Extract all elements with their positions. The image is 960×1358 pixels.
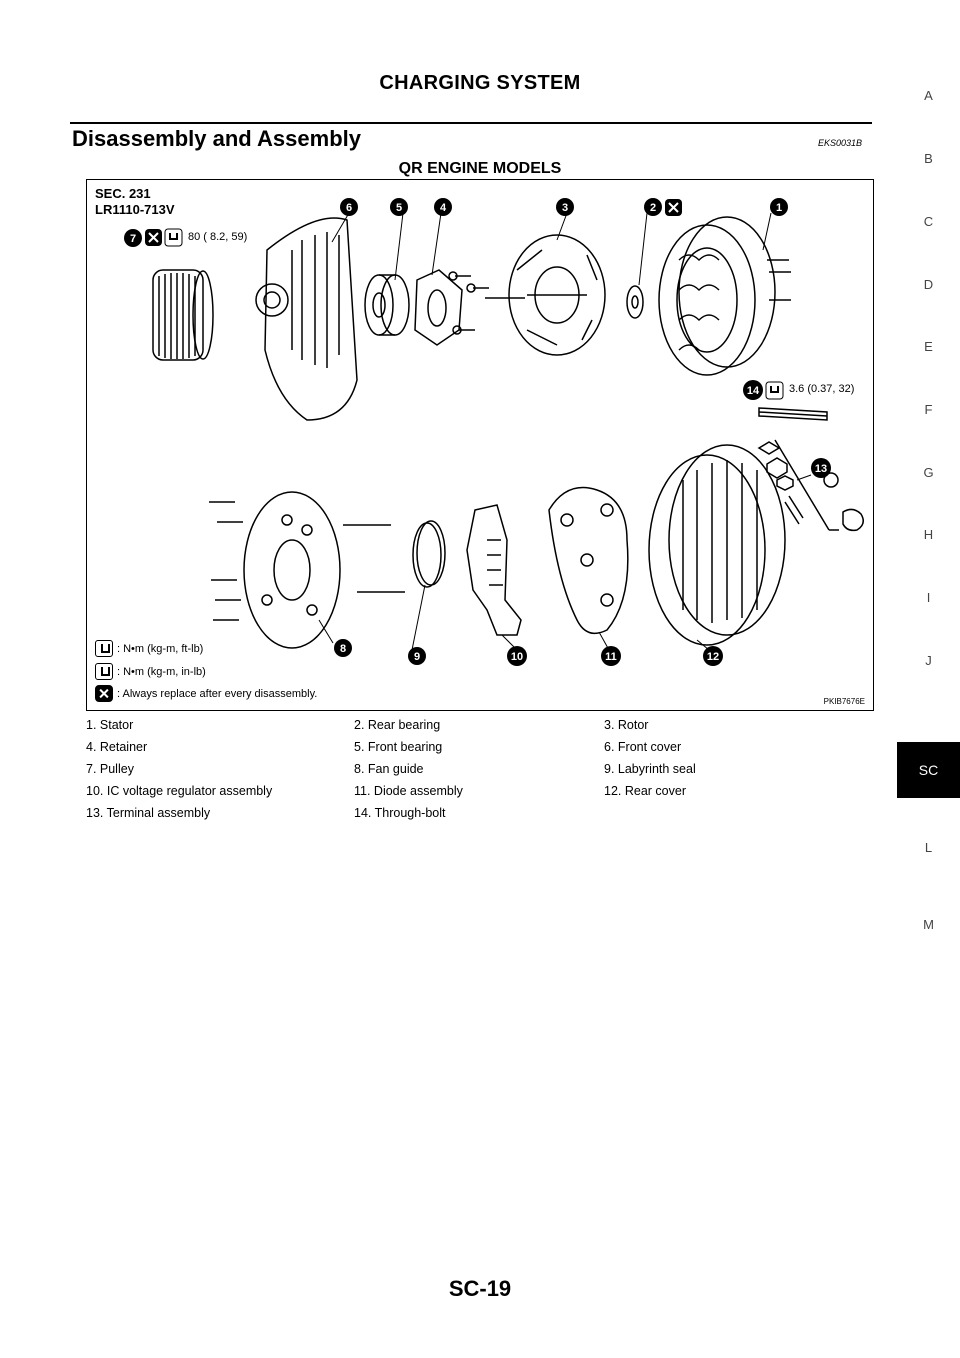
callout-3 bbox=[556, 198, 574, 216]
parts-list-row bbox=[86, 780, 872, 802]
svg-text:9: 9 bbox=[413, 651, 421, 663]
parts-list-row bbox=[86, 714, 872, 736]
figure-model-label: LR1110-713V bbox=[95, 202, 175, 217]
front-cover-drawing bbox=[256, 218, 357, 420]
page-number: SC-19 bbox=[448, 1276, 512, 1301]
part-item: 5. Front bearing bbox=[354, 740, 443, 754]
tab-j[interactable]: J bbox=[925, 653, 932, 668]
legend-text: : Always replace after every disassembly. bbox=[117, 687, 318, 700]
parts-list-row bbox=[86, 736, 872, 758]
wrench-icon bbox=[95, 640, 113, 657]
rear-cover-drawing bbox=[649, 445, 785, 645]
tab-d[interactable]: D bbox=[923, 277, 934, 292]
callout-10 bbox=[507, 646, 527, 666]
part-item: 1. Stator bbox=[86, 718, 134, 732]
svg-text:10: 10 bbox=[510, 651, 524, 663]
parts-list-row bbox=[86, 802, 872, 824]
part-item: 6. Front cover bbox=[604, 740, 682, 754]
figure-reference-code: PKIB7676E bbox=[823, 697, 865, 706]
svg-text:1: 1 bbox=[775, 202, 783, 214]
figure-sec-label: SEC. 231 bbox=[95, 186, 151, 201]
legend-row-replace bbox=[95, 685, 317, 702]
callout-7 bbox=[124, 229, 142, 247]
tab-l[interactable]: L bbox=[924, 840, 933, 855]
cross-icon bbox=[95, 685, 113, 702]
tab-e[interactable]: E bbox=[924, 339, 933, 354]
callout-8 bbox=[334, 639, 352, 657]
alternator-exploded-drawing bbox=[87, 180, 873, 710]
header-divider bbox=[70, 122, 872, 124]
callout-14-torque-icon bbox=[766, 382, 783, 399]
through-bolt-drawing bbox=[759, 408, 827, 420]
callout-leaders bbox=[319, 213, 811, 650]
callout-13 bbox=[811, 458, 831, 478]
callout-12 bbox=[703, 646, 723, 666]
tab-m[interactable]: M bbox=[923, 917, 934, 932]
tab-sc-active[interactable]: SC bbox=[897, 742, 960, 798]
callout-7-torque-icon bbox=[165, 229, 182, 246]
svg-text:12: 12 bbox=[706, 651, 720, 663]
legend-row-in-lb bbox=[95, 663, 206, 680]
tab-g[interactable]: G bbox=[923, 465, 934, 480]
svg-text:14: 14 bbox=[746, 385, 760, 397]
pulley-torque-spec: 80 ( 8.2, 59) bbox=[188, 231, 248, 243]
callout-2-replace-icon bbox=[665, 199, 682, 216]
svg-text:11: 11 bbox=[605, 651, 617, 663]
part-item: 10. IC voltage regulator assembly bbox=[86, 784, 273, 798]
rear-bearing-drawing bbox=[627, 286, 643, 318]
tab-c[interactable]: C bbox=[923, 214, 934, 229]
diode-assembly-drawing bbox=[549, 488, 628, 634]
through-bolt-torque-spec: 3.6 (0.37, 32) bbox=[789, 383, 855, 395]
part-item: 13. Terminal assembly bbox=[86, 806, 211, 820]
pulley-drawing bbox=[153, 270, 213, 360]
figure-subtitle: QR ENGINE MODELS bbox=[398, 160, 562, 177]
legend-text: : N•m (kg-m, in-lb) bbox=[117, 665, 206, 678]
svg-text:7: 7 bbox=[129, 233, 137, 245]
exploded-view-figure bbox=[86, 179, 874, 711]
section-title: Disassembly and Assembly bbox=[72, 126, 361, 151]
tab-h[interactable]: H bbox=[923, 527, 934, 542]
svg-text:3: 3 bbox=[561, 202, 569, 214]
part-item: 4. Retainer bbox=[86, 740, 148, 754]
front-bearing-drawing bbox=[365, 275, 409, 335]
callout-1 bbox=[770, 198, 788, 216]
callout-14 bbox=[743, 380, 763, 400]
section-code: EKS0031B bbox=[817, 138, 862, 148]
legend-row-ft-lb bbox=[95, 640, 203, 657]
wrench-icon bbox=[95, 663, 113, 680]
svg-text:4: 4 bbox=[439, 202, 447, 214]
callout-2 bbox=[644, 198, 662, 216]
ic-regulator-drawing bbox=[467, 505, 521, 635]
part-item: 9. Labyrinth seal bbox=[604, 762, 696, 776]
callout-5 bbox=[390, 198, 408, 216]
part-item: 11. Diode assembly bbox=[354, 784, 463, 798]
callout-9 bbox=[408, 647, 426, 665]
fan-guide-screws-drawing bbox=[209, 502, 405, 620]
retainer-screws-drawing bbox=[449, 272, 489, 334]
part-item: 7. Pulley bbox=[86, 762, 134, 776]
rotor-drawing bbox=[485, 235, 605, 355]
part-item: 12. Rear cover bbox=[604, 784, 686, 798]
callout-6 bbox=[340, 198, 358, 216]
parts-list bbox=[86, 714, 872, 824]
callout-4 bbox=[434, 198, 452, 216]
svg-text:2: 2 bbox=[649, 202, 657, 214]
tab-a[interactable]: A bbox=[924, 88, 933, 103]
svg-text:5: 5 bbox=[395, 202, 403, 214]
tab-i[interactable]: I bbox=[926, 590, 931, 605]
tab-f[interactable]: F bbox=[924, 402, 933, 417]
callout-11 bbox=[601, 646, 621, 666]
svg-text:13: 13 bbox=[814, 463, 828, 475]
part-item: 8. Fan guide bbox=[354, 762, 424, 776]
part-item: 2. Rear bearing bbox=[354, 718, 441, 732]
fan-guide-drawing bbox=[244, 492, 340, 648]
part-item: 3. Rotor bbox=[604, 718, 649, 732]
svg-text:8: 8 bbox=[339, 643, 347, 655]
parts-list-row bbox=[86, 758, 872, 780]
legend-text: : N•m (kg-m, ft-lb) bbox=[117, 642, 204, 655]
page-header-title: CHARGING SYSTEM bbox=[379, 72, 581, 94]
labyrinth-seal-drawing bbox=[413, 521, 445, 587]
tab-b[interactable]: B bbox=[924, 151, 933, 166]
part-item: 14. Through-bolt bbox=[354, 806, 446, 820]
svg-text:6: 6 bbox=[345, 202, 353, 214]
callout-7-replace-icon bbox=[145, 229, 162, 246]
stator-drawing bbox=[659, 217, 791, 375]
